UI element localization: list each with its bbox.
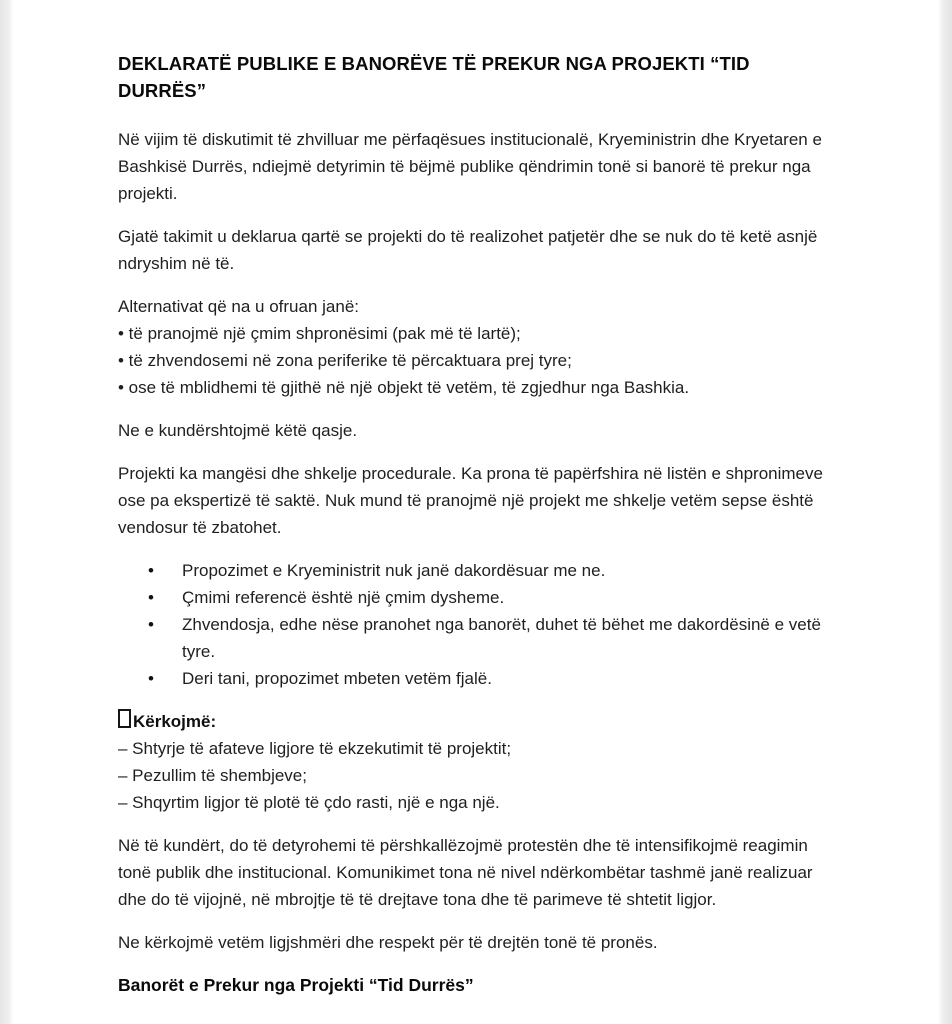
document-title: DEKLARATË PUBLIKE E BANORËVE TË PREKUR NGA PROJEKTI “TID DURRËS”: [118, 53, 750, 101]
bullet-icon: •: [148, 669, 154, 688]
alternative-item: • të pranojmë një çmim shpronësimi (pak më të lartë);: [118, 324, 521, 343]
list-item: [148, 584, 838, 611]
demand-item: – Pezullim të shembjeve;: [118, 766, 307, 785]
signature-line: Banorët e Prekur nga Projekti “Tid Durrës”: [118, 975, 474, 995]
alternative-item: • ose të mblidhemi të gjithë në një objekt të vetëm, të zgjedhur nga Bashkia.: [118, 378, 690, 397]
bullet-icon: •: [148, 615, 154, 634]
alternatives-lead: Alternativat që na u ofruan janë:: [118, 297, 359, 316]
list-item: [148, 557, 838, 584]
paragraph-intro: Në vijim të diskutimit të zhvilluar me përfaqësues institucionalë, Kryeministrin dhe Kryetaren e Bashkisë Durrës, ndiejmë detyrimin të bëjmë publike qëndrimin tonë si banorë të prekur nga projekti.: [118, 130, 822, 203]
points-list: [118, 557, 838, 692]
point-text: Deri tani, propozimet mbeten vetëm fjalë.: [182, 669, 492, 688]
missing-glyph-icon: [118, 709, 131, 728]
demands-section: [118, 708, 838, 816]
bullet-icon: •: [148, 588, 154, 607]
point-text: Çmimi referencë është një çmim dysheme.: [182, 588, 505, 607]
bullet-icon: •: [148, 561, 154, 580]
list-item: [148, 665, 838, 692]
paragraph-warning: Në të kundërt, do të detyrohemi të përshkallëzojmë protestën dhe të intensifikojmë reagimin tonë publik dhe institucional. Komunikimet tona në nivel ndërkombëtar tashmë janë realizuar dhe do të vijojnë, në mbrojtje të të drejtave tona dhe të parimeve të shtetit ligjor.: [118, 836, 813, 909]
demands-heading: [118, 708, 838, 735]
paragraph-opposition: Ne e kundërshtojmë këtë qasje.: [118, 421, 358, 440]
demand-item: – Shtyrje të afateve ligjore të ekzekutimit të projektit;: [118, 739, 512, 758]
paragraph-violations: Projekti ka mangësi dhe shkelje procedurale. Ka prona të papërfshira në listën e shpronimeve ose pa ekspertizë të saktë. Nuk mund të pranojmë një projekt me shkelje vetëm sepse është vendosur të zbatohet.: [118, 464, 823, 537]
paragraph-closing: Ne kërkojmë vetëm ligjshmëri dhe respekt për të drejtën tonë të pronës.: [118, 933, 658, 952]
list-item: [148, 611, 838, 665]
paragraph-meeting: Gjatë takimit u deklarua qartë se projekti do të realizohet patjetër dhe se nuk do të ketë asnjë ndryshim në të.: [118, 227, 818, 273]
point-text: Propozimet e Kryeministrit nuk janë dakordësuar me ne.: [182, 561, 606, 580]
point-text: Zhvendosja, edhe nëse pranohet nga banorët, duhet të bëhet me dakordësinë e vetë tyre.: [182, 615, 821, 661]
demands-heading-label: Kërkojmë:: [133, 712, 217, 731]
alternatives-section: [118, 293, 838, 401]
demand-item: – Shqyrtim ligjor të plotë të çdo rasti, një e nga një.: [118, 793, 500, 812]
alternative-item: • të zhvendosemi në zona periferike të përcaktuara prej tyre;: [118, 351, 572, 370]
